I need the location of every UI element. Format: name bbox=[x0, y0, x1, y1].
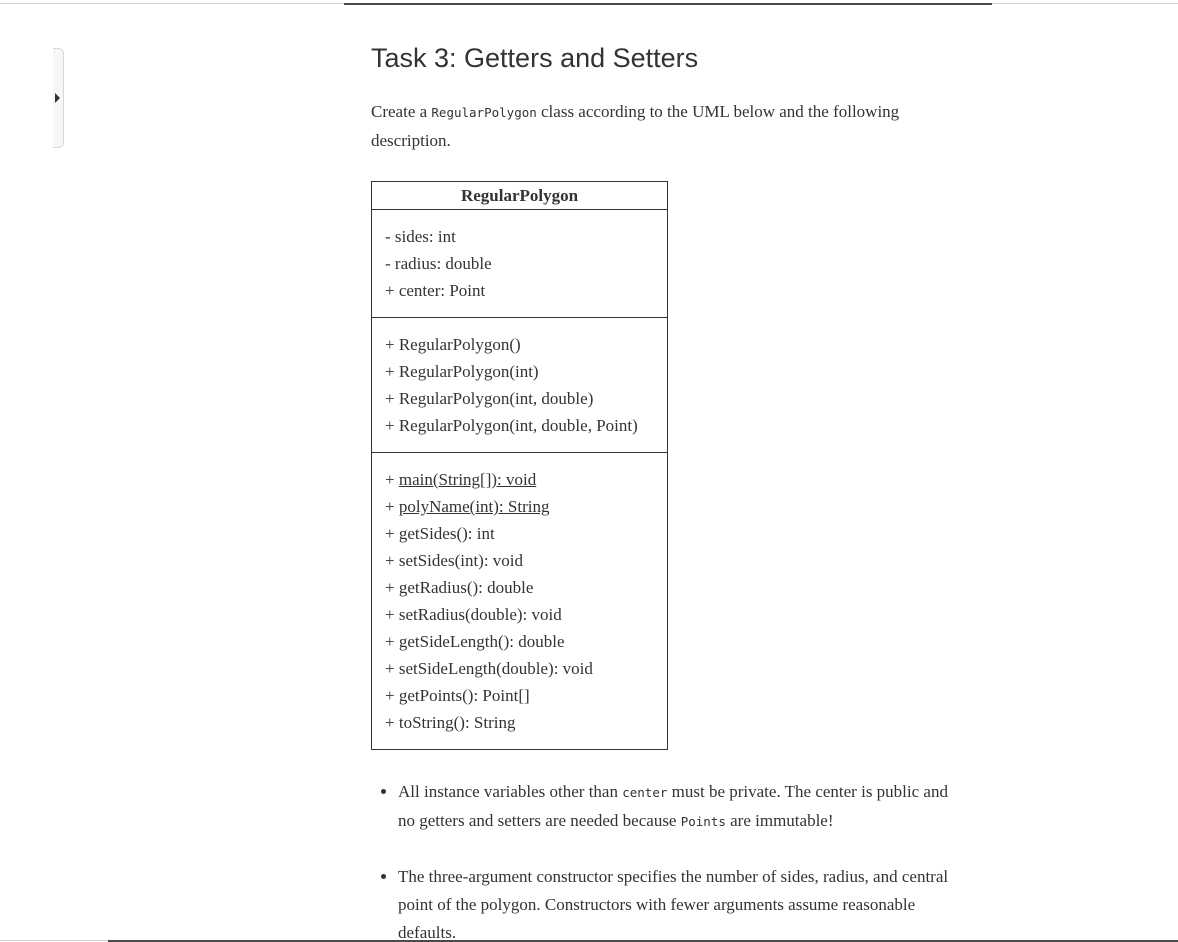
intro-code-class: RegularPolygon bbox=[431, 105, 537, 120]
uml-class-name: RegularPolygon bbox=[372, 182, 667, 210]
uml-method-signature: setSideLength(double): void bbox=[398, 659, 593, 678]
note-code: center bbox=[622, 785, 668, 800]
sidebar-toggle-button[interactable] bbox=[53, 48, 64, 148]
uml-method-signature: setRadius(double): void bbox=[398, 605, 562, 624]
uml-method-visibility: + bbox=[385, 470, 399, 489]
note-text: must be private. The center is public and no getters and setters are needed because bbox=[398, 782, 948, 830]
uml-method-visibility: + bbox=[385, 659, 399, 678]
uml-method-signature: getSideLength(): double bbox=[398, 632, 565, 651]
uml-method-signature: getSides(): int bbox=[398, 524, 495, 543]
page-title: Task 3: Getters and Setters bbox=[371, 43, 699, 73]
caret-right-icon bbox=[55, 93, 60, 103]
uml-method-visibility: + bbox=[385, 578, 399, 597]
uml-class-diagram bbox=[371, 181, 668, 750]
uml-method-signature: polyName(int): String bbox=[398, 497, 550, 516]
uml-method-visibility: + bbox=[385, 686, 399, 705]
uml-method-visibility: + bbox=[385, 605, 399, 624]
uml-method-signature: getPoints(): Point[] bbox=[398, 686, 530, 705]
uml-method bbox=[385, 493, 654, 520]
uml-method-visibility: + bbox=[385, 497, 399, 516]
note-code: Points bbox=[680, 814, 726, 829]
uml-method bbox=[385, 574, 654, 601]
list-item bbox=[398, 863, 958, 942]
intro-text-after: class according to the UML below and the following description. bbox=[371, 102, 900, 150]
uml-method bbox=[385, 655, 654, 682]
uml-methods-section bbox=[372, 453, 667, 749]
uml-field: - radius: double bbox=[385, 254, 492, 273]
uml-method-visibility: + bbox=[385, 632, 399, 651]
note-text: All instance variables other than bbox=[398, 782, 623, 801]
uml-method-visibility: + bbox=[385, 524, 399, 543]
uml-field: + center: Point bbox=[385, 281, 486, 300]
uml-method-visibility: + bbox=[385, 551, 399, 570]
uml-method-signature: toString(): String bbox=[398, 713, 516, 732]
uml-field: - sides: int bbox=[385, 227, 456, 246]
uml-method bbox=[385, 628, 654, 655]
note-text: are immutable! bbox=[725, 811, 834, 830]
uml-method bbox=[385, 520, 654, 547]
uml-method bbox=[385, 601, 654, 628]
list-item bbox=[398, 778, 958, 836]
top-content-divider bbox=[344, 3, 992, 5]
uml-method bbox=[385, 466, 654, 493]
uml-constructor: + RegularPolygon(int) bbox=[385, 362, 539, 381]
uml-constructor: + RegularPolygon() bbox=[385, 335, 521, 354]
uml-method-signature: main(String[]): void bbox=[398, 470, 537, 489]
uml-constructor: + RegularPolygon(int, double) bbox=[385, 389, 594, 408]
intro-text-before: Create a bbox=[371, 102, 432, 121]
main-content bbox=[371, 40, 971, 942]
uml-method bbox=[385, 709, 654, 736]
uml-method-signature: setSides(int): void bbox=[398, 551, 524, 570]
uml-constructor: + RegularPolygon(int, double, Point) bbox=[385, 416, 638, 435]
uml-method-signature: getRadius(): double bbox=[398, 578, 534, 597]
uml-constructors-section bbox=[372, 318, 667, 453]
uml-method-visibility: + bbox=[385, 713, 399, 732]
uml-method bbox=[385, 682, 654, 709]
uml-method bbox=[385, 547, 654, 574]
note-text: The three-argument constructor specifies the number of sides, radius, and central point of the polygon. Constructors with fewer arguments assume reasonable defaults. bbox=[398, 867, 949, 942]
intro-paragraph bbox=[371, 98, 941, 155]
requirements-list bbox=[371, 778, 958, 942]
uml-fields-section bbox=[372, 210, 667, 318]
